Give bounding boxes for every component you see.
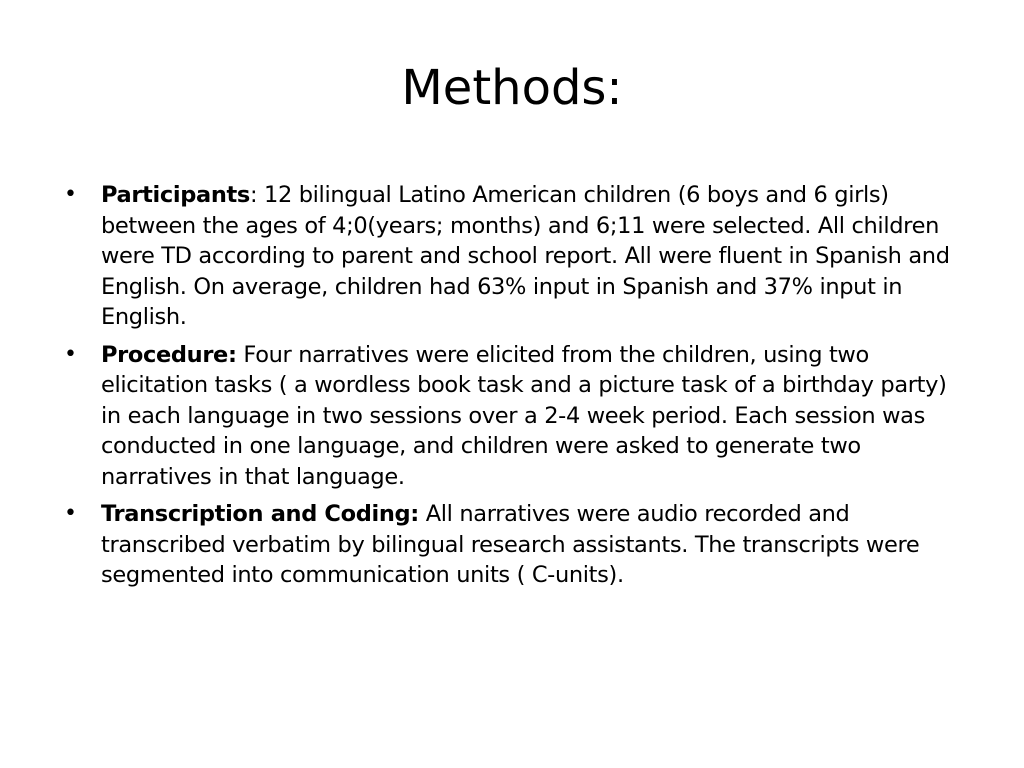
bullet-procedure (64, 340, 962, 493)
slide-title: Methods: (401, 60, 623, 116)
bullet-text: All narratives were audio recorded and transcribed verbatim by bilingual research assistants. The transcripts were segmented into communication units ( C-units). (101, 501, 920, 588)
bullet-dot-icon: • (64, 182, 77, 207)
bullet-text: Four narratives were elicited from the children, using two elicitation tasks ( a wordless book task and a picture task of a birthday party) in each language in two sessions over a 2-4 week period. Each session was conducted in one language, and children were asked to generate two narratives in that language. (101, 341, 947, 490)
bullet-list (64, 180, 962, 598)
bullet-term: Transcription and Coding: (101, 501, 419, 527)
bullet-dot-icon: • (64, 341, 77, 367)
bullet-transcription (64, 499, 962, 591)
bullet-term: Participants (101, 182, 250, 208)
bullet-participants (64, 180, 962, 333)
bullet-dot-icon: • (64, 501, 77, 526)
bullet-term: Procedure: (101, 341, 237, 368)
bullet-text: : 12 bilingual Latino American children (6 boys and 6 girls) between the ages of 4;0(years; months) and 6;11 were selected. All children were TD according to parent and school report. All were fluent in Spanish and English. On average, children had 63% input in Spanish and 37% input in English. (101, 182, 950, 330)
